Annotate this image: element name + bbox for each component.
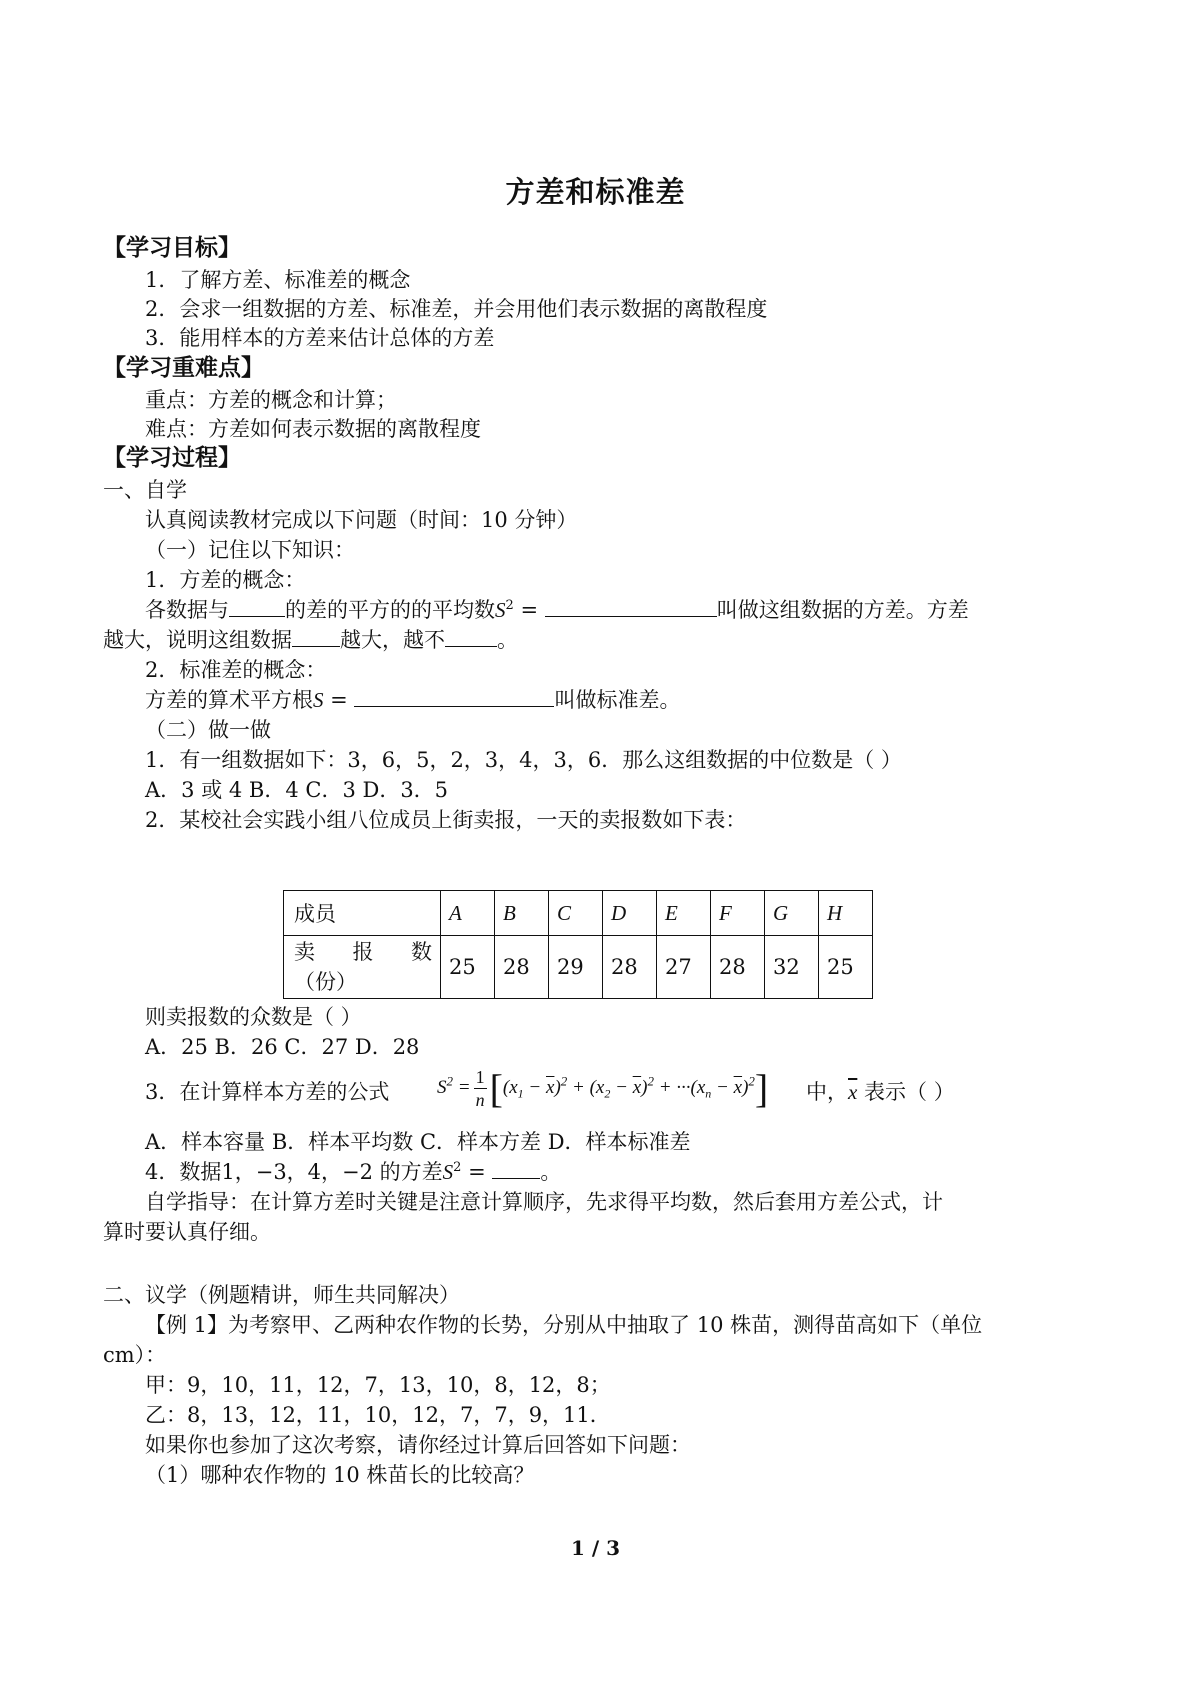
blank-variance-formula[interactable] <box>545 596 717 617</box>
blank-mean[interactable] <box>229 596 285 617</box>
goal-item: 1．了解方差、标准差的概念 <box>145 268 411 292</box>
example-1-line-1: 【例 1】为考察甲、乙两种农作物的长势，分别从中抽取了 10 株苗，测得苗高如下（单位 <box>145 1313 983 1337</box>
sales-table <box>283 890 873 999</box>
part2-title: 二、议学（例题精讲，师生共同解决） <box>103 1283 460 1307</box>
example-ask: 如果你也参加了这次考察，请你经过计算后回答如下问题： <box>145 1433 691 1457</box>
table-header-label: 成员 <box>284 891 441 936</box>
value-cell: 28 <box>603 936 657 999</box>
member-cell: A <box>441 891 495 936</box>
data-jia: 甲：9，10，11，12，7，13，10，8，12，8； <box>145 1373 611 1397</box>
text-span: 表示（ ） <box>864 1080 955 1104</box>
value-cell: 25 <box>441 936 495 999</box>
superscript: 2 <box>453 1160 462 1175</box>
text-span: 越大，越不 <box>340 628 445 652</box>
concept2-title: 2．标准差的概念： <box>145 658 327 682</box>
value-cell: 25 <box>819 936 873 999</box>
superscript: 2 <box>505 598 514 613</box>
value-cell: 27 <box>657 936 711 999</box>
keypoints-heading: 【学习重难点】 <box>103 354 264 381</box>
question-1: 1．有一组数据如下：3，6，5，2，3，4，3，6．那么这组数据的中位数是（ ） <box>145 748 902 772</box>
blank-stability[interactable] <box>445 626 497 647</box>
label-char: 报 <box>352 940 374 964</box>
table-row <box>284 891 873 936</box>
member-cell: F <box>711 891 765 936</box>
goals-heading: 【学习目标】 <box>103 234 241 261</box>
text-span: 叫做标准差。 <box>554 688 681 712</box>
symbol-s: S <box>442 1160 454 1184</box>
question-2-options: A．25 B．26 C．27 D．28 <box>145 1035 420 1059</box>
value-cell: 28 <box>495 936 549 999</box>
symbol-s: S <box>313 688 324 712</box>
concept1-title: 1．方差的概念： <box>145 568 306 592</box>
label-unit: （份） <box>294 970 357 994</box>
concept2-line <box>145 685 680 715</box>
process-heading: 【学习过程】 <box>103 444 241 471</box>
question-1-options: A．3 或 4 B．4 C．3 D．3．5 <box>145 778 449 802</box>
text-span: 中， <box>806 1080 848 1104</box>
value-cell: 32 <box>765 936 819 999</box>
member-cell: B <box>495 891 549 936</box>
table-row-label <box>284 936 441 999</box>
data-yi: 乙：8，13，12，11，10，12，7，7，9，11． <box>145 1403 611 1427</box>
goal-item: 3．能用样本的方差来估计总体的方差 <box>145 326 495 350</box>
concept1-line2 <box>103 625 518 655</box>
page-title: 方差和标准差 <box>505 175 686 209</box>
text-span: 4．数据1，−3，4，−2 的方差 <box>145 1160 443 1184</box>
text-span: 的差的平方的的平均数 <box>285 598 495 622</box>
label-char: 数 <box>411 940 432 964</box>
text-span: 方差的算术平方根 <box>145 688 313 712</box>
symbol-s: S <box>495 598 506 622</box>
concept1-line <box>145 595 969 625</box>
text-span: 。 <box>497 628 518 652</box>
blank-dispersion[interactable] <box>292 626 340 647</box>
part1-intro: 认真阅读教材完成以下问题（时间：10 分钟） <box>145 508 578 532</box>
guide-line-1: 自学指导：在计算方差时关键是注意计算顺序，先求得平均数，然后套用方差公式，计 <box>145 1190 943 1214</box>
question-3-tail <box>806 1077 955 1107</box>
x-bar-symbol: $\overline{x}$ <box>848 1080 858 1104</box>
question-3-options: A．样本容量 B．样本平均数 C．样本方差 D．样本标准差 <box>145 1130 691 1154</box>
sub-heading-2: （二）做一做 <box>145 718 271 742</box>
member-cell: H <box>819 891 873 936</box>
keypoint-item: 重点：方差的概念和计算； <box>145 388 397 412</box>
equals: = <box>461 1160 493 1184</box>
equals: = <box>513 598 545 622</box>
member-cell: E <box>657 891 711 936</box>
text-span: 。 <box>540 1160 562 1184</box>
goal-item: 2．会求一组数据的方差、标准差，并会用他们表示数据的离散程度 <box>145 297 768 321</box>
keypoint-item: 难点：方差如何表示数据的离散程度 <box>145 417 481 441</box>
member-cell: D <box>603 891 657 936</box>
guide-line-2: 算时要认真仔细。 <box>103 1220 271 1244</box>
text-span: 越大，说明这组数据 <box>103 628 292 652</box>
example-question-1: （1）哪种农作物的 10 株苗长的比较高？ <box>145 1463 535 1487</box>
example-1-line-2: cm）： <box>103 1343 167 1367</box>
question-2-ask: 则卖报数的众数是（ ） <box>145 1005 362 1029</box>
part1-title: 一、自学 <box>103 478 187 502</box>
page-number: 1 / 3 <box>570 1536 621 1560</box>
member-cell: G <box>765 891 819 936</box>
question-2: 2．某校社会实践小组八位成员上街卖报，一天的卖报数如下表： <box>145 808 747 832</box>
member-cell: C <box>549 891 603 936</box>
blank-answer[interactable] <box>492 1158 540 1179</box>
equals: = <box>323 688 355 712</box>
question-3-lead: 3．在计算样本方差的公式 <box>145 1080 390 1104</box>
sub-heading-1: （一）记住以下知识： <box>145 538 355 562</box>
table-row <box>284 936 873 999</box>
variance-formula: $S^2$ = $\frac{1}{n}$ $[(x_1 - \overline{x})^2 + (x_2 - \overline{x})^2 + \cdot\cdot\cdot(x_n - \overline{x})^2]$ <box>437 1066 769 1111</box>
text-span: 各数据与 <box>145 598 229 622</box>
question-4 <box>145 1157 561 1187</box>
text-span: 叫做这组数据的方差。方差 <box>716 598 969 622</box>
value-cell: 28 <box>711 936 765 999</box>
blank-std-formula[interactable] <box>354 686 554 707</box>
label-char: 卖 <box>294 940 315 964</box>
value-cell: 29 <box>549 936 603 999</box>
